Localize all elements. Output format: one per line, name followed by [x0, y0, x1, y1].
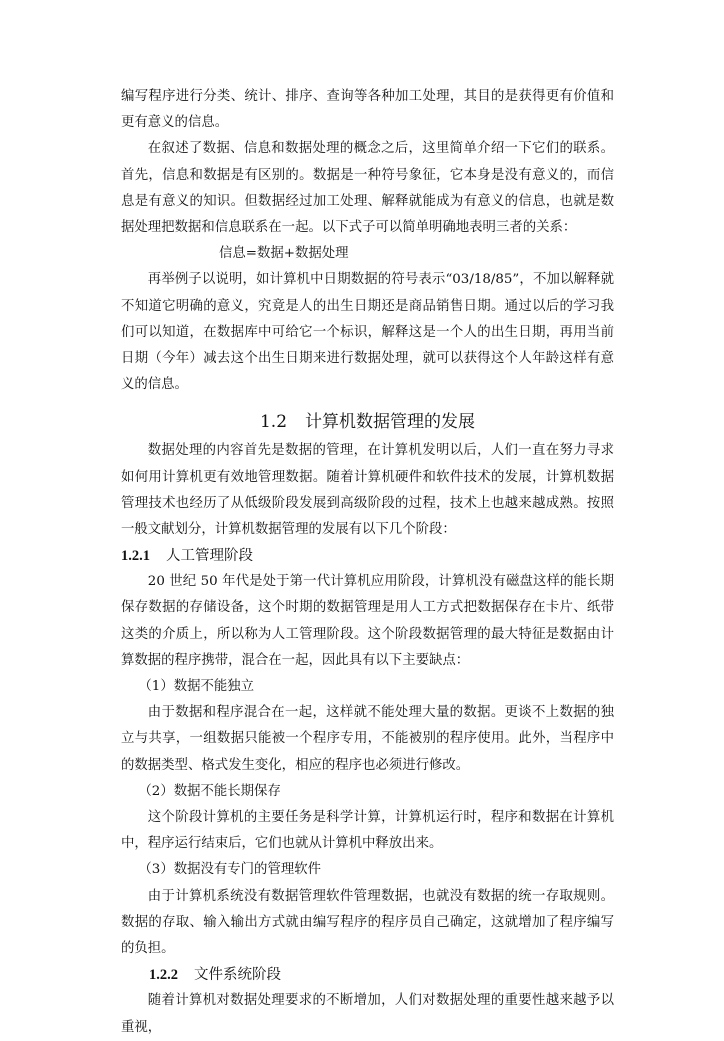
- paragraph-section-intro: 数据处理的内容首先是数据的管理，在计算机发明以后，人们一直在努力寻求如何用计算机更有效地管理数据。随着计算机硬件和软件技术的发展，计算机数据管理技术也经历了从低级阶段发展到高级阶段的过程，技术上也越来越成熟。按照一般文献划分，计算机数据管理的发展有以下几个阶段：: [121, 443, 614, 538]
- document-page: [121, 84, 614, 1041]
- formula-line: 信息=数据+数据处理: [219, 246, 349, 262]
- list-item-body: 这个阶段计算机的主要任务是科学计算，计算机运行时，程序和数据在计算机中，程序运行结束后，它们也就从计算机中释放出来。: [121, 810, 614, 852]
- paragraph-file-system-stage: 随着计算机对数据处理要求的不断增加，人们对数据处理的重要性越来越予以重视，: [121, 993, 614, 1035]
- subsection-heading-1-2-1: [121, 543, 614, 569]
- list-item-title: （1）数据不能独立: [138, 679, 255, 695]
- paragraph-continued: 编写程序进行分类、统计、排序、查询等各种加工处理，其目的是获得更有价值和更有意义的信息。: [121, 89, 614, 131]
- list-item-body: 由于数据和程序混合在一起，这样就不能处理大量的数据。更谈不上数据的独立与共享，一组数据只能被一个程序专用，不能被别的程序使用。此外，当程序中的数据类型、格式发生变化，相应的程序也必须进行修改。: [121, 705, 614, 773]
- section-heading-1-2: [121, 408, 614, 436]
- subsection-number: 1.2.2: [149, 967, 178, 984]
- paragraph-example: 再举例子以说明，如计算机中日期数据的符号表示“03/18/85”，不加以解释就不知道它明确的意义，究竟是人的出生日期还是商品销售日期。通过以后的学习我们可以知道，在数据库中可给它一个标识，解释这是一个人的出生日期，再用当前日期（今年）减去这个出生日期来进行数据处理，就可以获得这个人年龄这样有意义的信息。: [121, 272, 614, 393]
- list-item-body: 由于计算机系统没有数据管理软件管理数据，也就没有数据的统一存取规则。数据的存取、输入输出方式就由编写程序的程序员自己确定，这就增加了程序编写的负担。: [121, 888, 614, 957]
- section-title: 计算机数据管理的发展: [305, 412, 476, 433]
- subsection-title: 人工管理阶段: [166, 548, 253, 565]
- list-item-title: （2）数据不能长期保存: [138, 783, 281, 799]
- paragraph-manual-stage: 20 世纪 50 年代是处于第一代计算机应用阶段，计算机没有磁盘这样的能长期保存数据的存储设备，这个时期的数据管理是用人工方式把数据保存在卡片、纸带这类的介质上，所以称为人工管理阶段。这个阶段数据管理的最大特征是数据由计算数据的程序携带，混合在一起，因此具有以下主要缺点：: [121, 574, 614, 668]
- list-item-title: （3）数据没有专门的管理软件: [138, 862, 322, 878]
- subsection-heading-1-2-2: [121, 962, 614, 988]
- subsection-number: 1.2.1: [121, 548, 150, 565]
- paragraph-relation: 在叙述了数据、信息和数据处理的概念之后，这里简单介绍一下它们的联系。首先，信息和数据是有区别的。数据是一种符号象征，它本身是没有意义的，而信息是有意义的知识。但数据经过加工处理、解释就能成为有意义的信息，也就是数据处理把数据和信息联系在一起。以下式子可以简单明确地表明三者的关系：: [121, 141, 614, 236]
- section-number: 1.2: [259, 412, 288, 433]
- subsection-title: 文件系统阶段: [194, 967, 281, 984]
